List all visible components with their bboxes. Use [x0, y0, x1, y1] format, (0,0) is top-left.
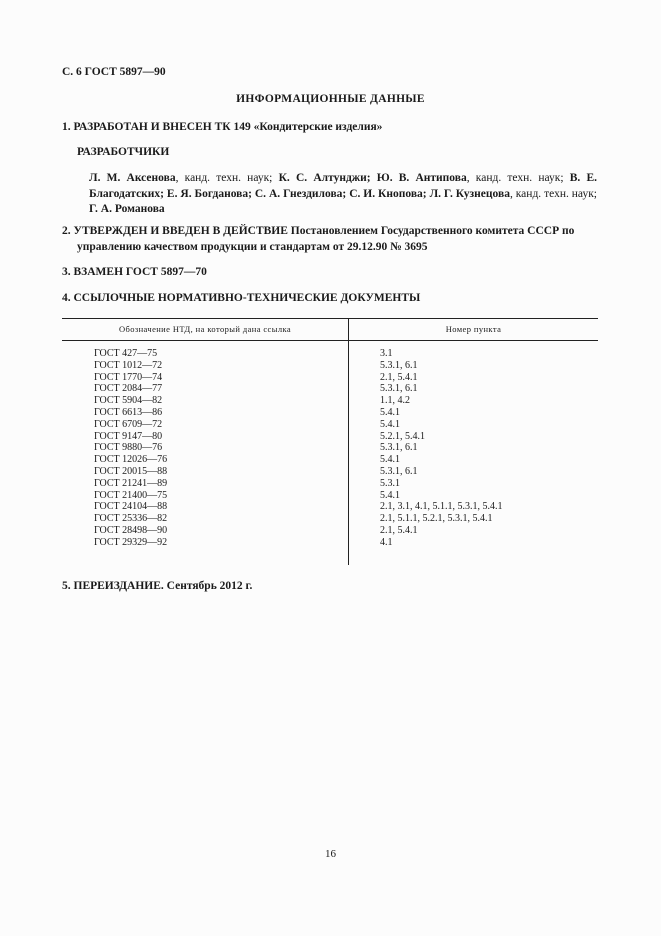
table-cell-clause: 2.1, 5.4.1	[380, 524, 418, 536]
table-cell-doc: ГОСТ 1012—72	[94, 359, 163, 371]
table-cell-clause: 5.3.1, 6.1	[380, 442, 418, 454]
table-clause-column	[380, 348, 503, 549]
page-header: С. 6 ГОСТ 5897—90	[62, 66, 166, 78]
table-doc-column	[94, 348, 167, 549]
table-cell-doc: ГОСТ 12026—76	[94, 454, 168, 466]
table-cell-doc: ГОСТ 29329—92	[94, 536, 168, 548]
developer-degree: , канд. техн. наук;	[466, 172, 570, 184]
developer-name: К. С. Алтунджи; Ю. В. Антипова	[278, 172, 467, 184]
section-1: 1. РАЗРАБОТАН И ВНЕСЕН ТК 149 «Кондитерские изделия»	[62, 121, 383, 133]
table-cell-clause: 5.4.1	[380, 454, 400, 466]
table-cell-clause: 2.1, 3.1, 4.1, 5.1.1, 5.3.1, 5.4.1	[380, 501, 503, 513]
table-cell-doc: ГОСТ 28498—90	[94, 524, 168, 536]
table-cell-doc: ГОСТ 6613—86	[94, 406, 163, 418]
table-cell-doc: ГОСТ 9147—80	[94, 430, 163, 442]
table-header-clause: Номер пункта	[445, 324, 502, 334]
table-cell-clause: 5.3.1, 6.1	[380, 465, 418, 477]
table-cell-doc: ГОСТ 20015—88	[94, 465, 168, 477]
table-cell-clause: 2.1, 5.1.1, 5.2.1, 5.3.1, 5.4.1	[380, 513, 493, 525]
section-5: 5. ПЕРЕИЗДАНИЕ. Сентябрь 2012 г.	[62, 580, 253, 592]
developers-list	[89, 171, 597, 218]
developer-name: Л. М. Аксенова	[89, 172, 176, 184]
table-column-divider	[348, 318, 349, 565]
section-3: 3. ВЗАМЕН ГОСТ 5897—70	[62, 266, 207, 278]
table-cell-clause: 3.1	[380, 348, 393, 359]
table-cell-doc: ГОСТ 6709—72	[94, 418, 163, 430]
developer-name: В. Е. Благодатских; Е. Я. Богданова; С. А. Гнездилова; С. И. Кнопова; Л. Г. Кузнецова	[89, 172, 597, 200]
table-top-rule	[62, 318, 598, 319]
table-cell-clause: 4.1	[380, 536, 393, 548]
table-cell-doc: ГОСТ 25336—82	[94, 513, 168, 525]
developer-name: Г. А. Романова	[89, 203, 165, 215]
section-4: 4. ССЫЛОЧНЫЕ НОРМАТИВНО-ТЕХНИЧЕСКИЕ ДОКУМЕНТЫ	[62, 292, 421, 304]
table-header-doc: Обозначение НТД, на который дана ссылка	[118, 324, 292, 334]
developer-degree: , канд. техн. наук;	[509, 187, 597, 200]
table-cell-clause: 1.1, 4.2	[380, 395, 410, 407]
table-cell-doc: ГОСТ 5904—82	[94, 395, 163, 407]
section-2-line-2: управлению качеством продукции и стандартам от 29.12.90 № 3695	[77, 241, 428, 253]
developer-degree: , канд. техн. наук;	[175, 172, 279, 184]
table-cell-doc: ГОСТ 1770—74	[94, 371, 163, 383]
table-cell-clause: 5.4.1	[380, 418, 400, 430]
table-cell-clause: 5.2.1, 5.4.1	[380, 430, 425, 442]
table-cell-clause: 5.3.1, 6.1	[380, 383, 418, 395]
table-cell-clause: 5.4.1	[380, 406, 400, 418]
developers-heading: РАЗРАБОТЧИКИ	[77, 146, 170, 158]
table-cell-doc: ГОСТ 427—75	[94, 348, 158, 359]
table-cell-doc: ГОСТ 24104—88	[94, 501, 168, 513]
table-cell-clause: 5.4.1	[380, 489, 400, 501]
table-cell-clause: 2.1, 5.4.1	[380, 371, 418, 383]
table-header-rule	[62, 340, 598, 341]
table-cell-doc: ГОСТ 2084—77	[94, 383, 163, 395]
table-cell-doc: ГОСТ 9880—76	[94, 442, 163, 454]
table-cell-doc: ГОСТ 21400—75	[94, 489, 168, 501]
section-2-line-1: 2. УТВЕРЖДЕН И ВВЕДЕН В ДЕЙСТВИЕ Постановлением Государственного комитета СССР по	[62, 225, 575, 237]
references-table	[62, 318, 598, 565]
table-cell-clause: 5.3.1	[380, 477, 400, 489]
table-cell-doc: ГОСТ 21241—89	[94, 477, 168, 489]
page-title: ИНФОРМАЦИОННЫЕ ДАННЫЕ	[236, 93, 425, 105]
page-number: 16	[325, 848, 336, 860]
table-cell-clause: 5.3.1, 6.1	[380, 359, 418, 371]
